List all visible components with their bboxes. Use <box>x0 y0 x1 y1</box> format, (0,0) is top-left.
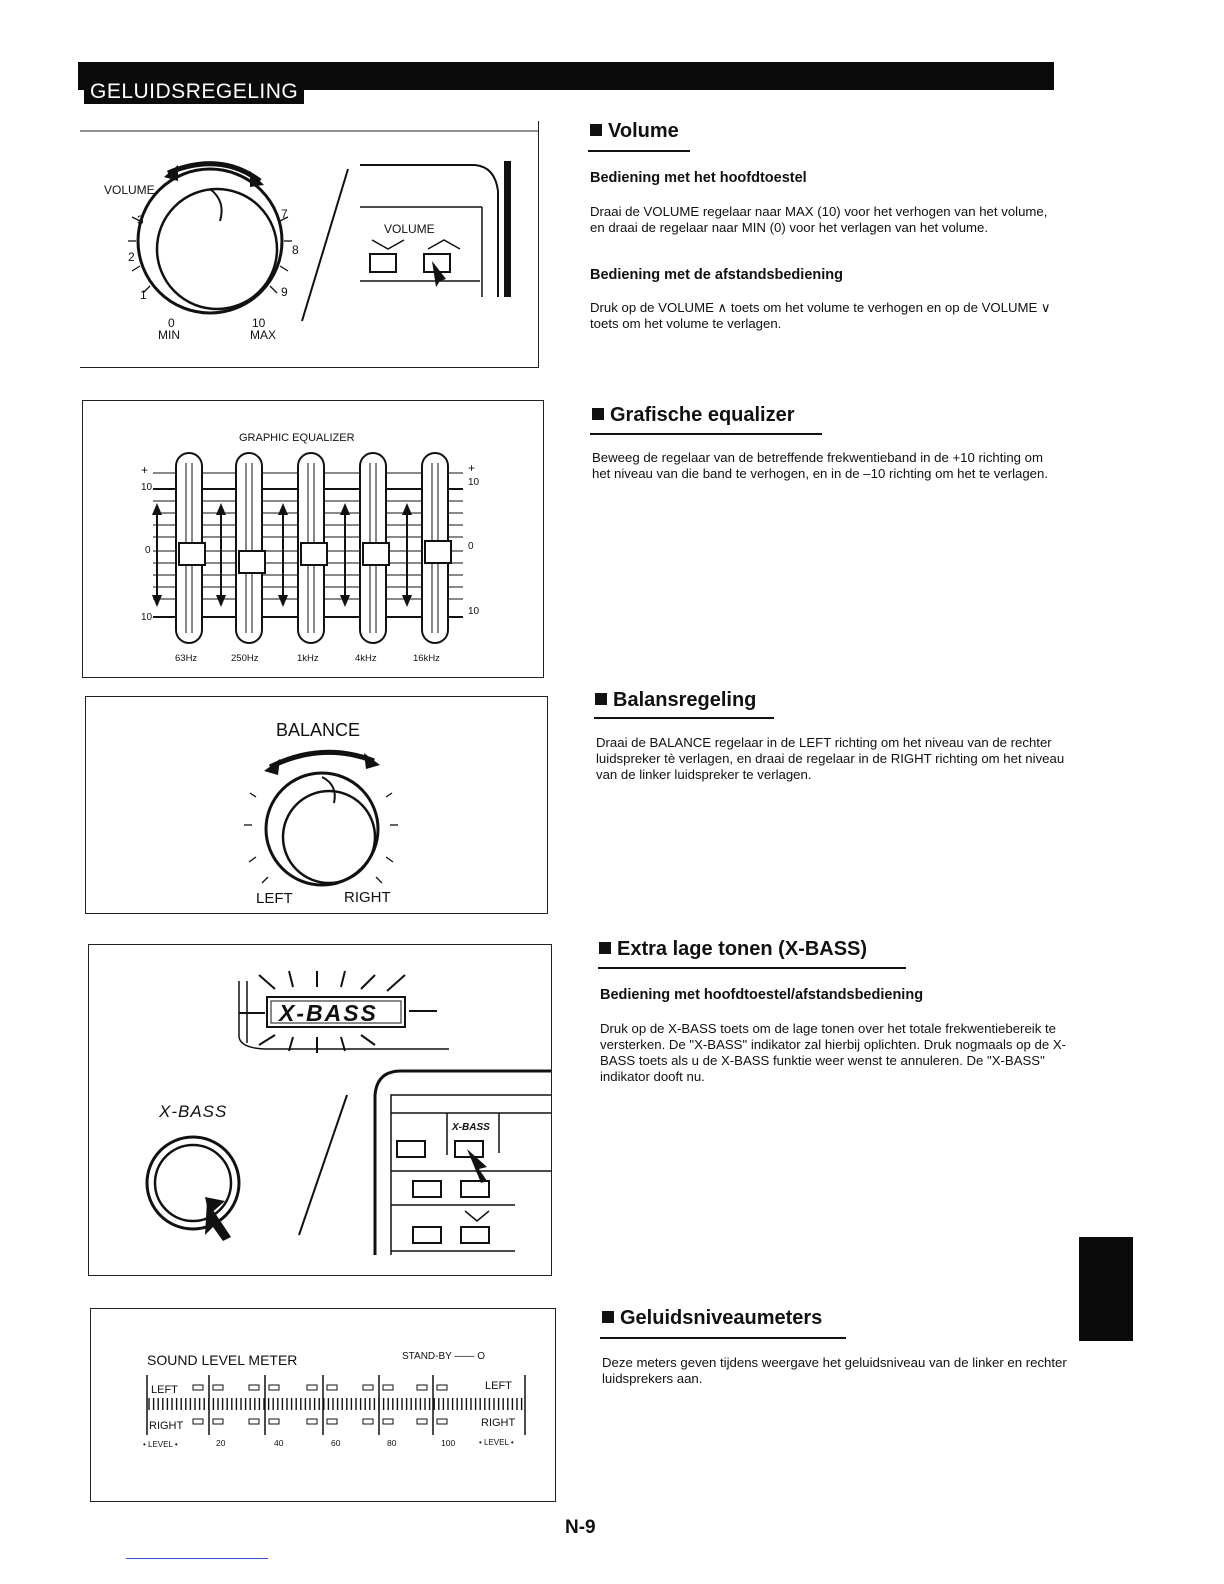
footer-rule <box>126 1558 268 1559</box>
scale-9: 9 <box>281 285 288 299</box>
meter-level-left: • LEVEL • <box>143 1440 178 1449</box>
volume-title-text: Volume <box>608 120 679 142</box>
xbass-indicator: X-BASS <box>279 1000 378 1026</box>
meter-tick-40: 40 <box>274 1438 284 1448</box>
eq-scale-left-10: 10 <box>141 482 153 493</box>
meter-left-label-r: LEFT <box>485 1380 512 1392</box>
page-number: N-9 <box>565 1517 596 1538</box>
equalizer-title-underline <box>590 433 822 435</box>
bullet-square <box>592 408 604 420</box>
xbass-title-underline <box>598 967 906 969</box>
bullet-square <box>590 124 602 136</box>
page-title: GELUIDSREGELING <box>84 78 304 104</box>
meters-text: Deze meters geven tijdens weergave het geluidsniveau van de linker en rechter luidsprekers aan. <box>602 1355 1067 1386</box>
scale-2: 2 <box>128 250 135 264</box>
bullet-square <box>595 693 607 705</box>
meters-title-underline <box>600 1337 846 1339</box>
balance-left-label: LEFT <box>256 890 293 907</box>
eq-scale-right-10: 10 <box>468 477 480 488</box>
eq-scale-right-minus10: 10 <box>468 606 480 617</box>
xbass-figure <box>88 944 552 1276</box>
xbass-title <box>599 938 867 961</box>
equalizer-title <box>592 404 795 427</box>
scale-7: 7 <box>281 207 288 221</box>
scale-min: MIN <box>158 328 180 342</box>
balance-illustration <box>86 697 547 913</box>
eq-band-63hz: 63Hz <box>175 653 198 664</box>
remote-volume-label: VOLUME <box>384 222 435 236</box>
side-tab-marker <box>1079 1237 1133 1341</box>
eq-label: GRAPHIC EQUALIZER <box>239 432 355 444</box>
volume-title <box>590 120 679 143</box>
scale-8: 8 <box>292 243 299 257</box>
meter-tick-60: 60 <box>331 1438 341 1448</box>
xbass-sub: Bediening met hoofdtoestel/afstandsbediening <box>600 987 924 1003</box>
equalizer-figure <box>82 400 544 678</box>
scale-min-num: 0 <box>168 316 175 330</box>
eq-band-4khz: 4kHz <box>355 653 377 664</box>
eq-band-1khz: 1kHz <box>297 653 319 664</box>
xbass-text: Druk op de X-BASS toets om de lage tonen over het totale frekwentiebereik te versterken. De "X-BASS" indikator zal hierbij oplichten. Druk nogmaals op de X-BASS toets als u de X-BASS funktie weer wenst te annuleren. De "X-BASS" indikator dooft nu. <box>600 1021 1067 1084</box>
volume-sub1: Bediening met het hoofdtoestel <box>590 170 807 186</box>
meter-tick-20: 20 <box>216 1438 226 1448</box>
volume-knob-label: VOLUME <box>104 183 155 197</box>
balance-right-label: RIGHT <box>344 889 391 906</box>
balance-title-underline <box>594 717 774 719</box>
eq-scale-left-minus10: 10 <box>141 612 153 623</box>
meter-illustration <box>91 1309 555 1501</box>
balance-label: BALANCE <box>276 720 361 740</box>
equalizer-text: Beweeg de regelaar van de betreffende frekwentieband in de +10 richting om het niveau van die band te verhogen, en in de –10 richting om het te verlagen. <box>592 450 1049 481</box>
meters-title <box>602 1307 822 1330</box>
remote-xbass-button[interactable] <box>455 1141 483 1157</box>
eq-scale-left-plus: + <box>141 463 149 477</box>
xbass-knob-button[interactable] <box>155 1145 231 1221</box>
meters-title-text: Geluidsniveaumeters <box>620 1307 823 1329</box>
meter-tick-80: 80 <box>387 1438 397 1448</box>
meter-standby: STAND-BY —— O <box>402 1351 485 1362</box>
eq-band-16khz: 16kHz <box>413 653 440 664</box>
meter-label: SOUND LEVEL METER <box>147 1352 298 1368</box>
eq-band-250hz: 250Hz <box>231 653 259 664</box>
meter-tick-100: 100 <box>441 1438 456 1448</box>
meter-level-right: • LEVEL • <box>479 1438 514 1447</box>
eq-scale-right-0: 0 <box>468 541 474 552</box>
equalizer-illustration <box>83 401 543 677</box>
eq-scale-left-0: 0 <box>145 545 151 556</box>
balance-text: Draai de BALANCE regelaar in de LEFT richting om het niveau van de rechter luidspreker tè verlagen, en draai de regelaar in de RIGHT richting om het niveau van de linker luidspreker te verlagen. <box>596 735 1065 782</box>
balance-title <box>595 689 756 712</box>
volume-text2: Druk op de VOLUME ∧ toets om het volume te verhogen en op de VOLUME ∨ toets om het volume te verlagen. <box>590 300 1051 331</box>
volume-down-button[interactable] <box>370 254 396 272</box>
scale-1: 1 <box>140 288 147 302</box>
scale-max: MAX <box>250 328 277 342</box>
equalizer-title-text: Grafische equalizer <box>610 404 795 426</box>
bullet-square <box>602 1311 614 1323</box>
volume-text1: Draai de VOLUME regelaar naar MAX (10) voor het verhogen van het volume, en draai de regelaar naar MIN (0) voor het verlagen van het volume. <box>590 204 1048 235</box>
balance-figure <box>85 696 548 914</box>
bullet-square <box>599 942 611 954</box>
volume-illustration <box>80 121 538 367</box>
eq-scale-right-plus: + <box>468 461 476 475</box>
scale-max-num: 10 <box>252 316 266 330</box>
xbass-knob-label: X-BASS <box>159 1102 228 1121</box>
xbass-title-text: Extra lage tonen (X-BASS) <box>617 938 868 960</box>
meter-right-label: RIGHT <box>149 1420 184 1432</box>
volume-title-underline <box>588 150 690 152</box>
xbass-illustration <box>89 945 551 1275</box>
volume-figure <box>80 121 539 368</box>
meter-left-label: LEFT <box>151 1384 178 1396</box>
balance-title-text: Balansregeling <box>613 689 757 711</box>
meter-figure <box>90 1308 556 1502</box>
volume-sub2: Bediening met de afstandsbediening <box>590 267 843 283</box>
meter-right-label-r: RIGHT <box>481 1417 516 1429</box>
scale-3: 3 <box>137 213 144 227</box>
remote-xbass-label: X-BASS <box>452 1122 490 1133</box>
